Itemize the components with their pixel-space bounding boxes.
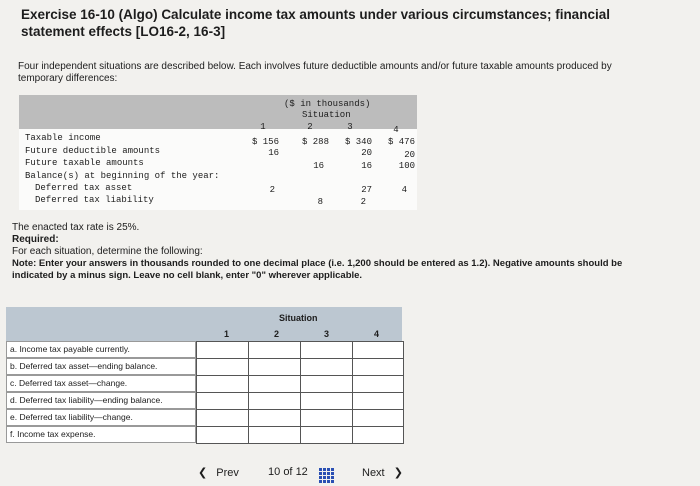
val-ft-2: 16 bbox=[313, 161, 324, 171]
tax-rate-text: The enacted tax rate is 25%. bbox=[12, 222, 140, 233]
page-current: 10 bbox=[268, 466, 281, 478]
page-of: of bbox=[283, 466, 293, 478]
answer-table-header bbox=[6, 307, 402, 341]
answer-col-2: 2 bbox=[274, 329, 280, 339]
answer-input-r5-c1[interactable] bbox=[196, 409, 249, 427]
answer-row-a: a. Income tax payable currently. bbox=[6, 341, 196, 358]
answer-header-situation: Situation bbox=[279, 313, 318, 323]
answer-input-r2-c2[interactable] bbox=[248, 358, 301, 376]
note-text: Note: Enter your answers in thousands rounded to one decimal place (i.e. 1,200 should be entered as 1.2). Negative amounts should be indicated by a minus sign. Leave no cell blank, enter "0" wherever applicable. bbox=[12, 258, 623, 281]
given-col-1: 1 bbox=[260, 122, 266, 132]
chevron-right-icon: ❯ bbox=[393, 467, 403, 479]
row-label-taxable-income: Taxable income bbox=[25, 133, 101, 143]
val-ft-3: 16 bbox=[361, 161, 372, 171]
given-data-table bbox=[19, 95, 417, 210]
answer-input-r1-c2[interactable] bbox=[248, 341, 301, 359]
answer-input-r2-c4[interactable] bbox=[352, 358, 404, 376]
answer-row-d: d. Deferred tax liability—ending balance. bbox=[6, 392, 196, 409]
intro-text: Four independent situations are described below. Each involves future deductible amounts and/or future taxable amounts produced by temporary differences: bbox=[18, 61, 612, 84]
val-fd-4: 20 bbox=[404, 150, 415, 160]
answer-input-r3-c3[interactable] bbox=[300, 375, 353, 393]
answer-input-r4-c1[interactable] bbox=[196, 392, 249, 410]
val-dta-4: 4 bbox=[401, 185, 407, 195]
answer-input-r1-c1[interactable] bbox=[196, 341, 249, 359]
answer-input-r4-c4[interactable] bbox=[352, 392, 404, 410]
row-label-dta: Deferred tax asset bbox=[35, 183, 133, 193]
page-total: 12 bbox=[295, 466, 308, 478]
val-dta-3: 27 bbox=[361, 185, 372, 195]
val-ti-3: $ 340 bbox=[344, 137, 372, 147]
required-heading: Required: bbox=[12, 234, 59, 245]
row-label-balances: Balance(s) at beginning of the year: bbox=[25, 171, 220, 181]
answer-input-r1-c3[interactable] bbox=[300, 341, 353, 359]
answer-input-r6-c1[interactable] bbox=[196, 426, 249, 444]
val-fd-1: 16 bbox=[268, 148, 279, 158]
val-ft-4: 100 bbox=[398, 161, 415, 171]
chevron-left-icon: ❮ bbox=[198, 467, 208, 479]
answer-row-f: f. Income tax expense. bbox=[6, 426, 196, 443]
next-label: Next bbox=[362, 467, 385, 479]
answer-row-e: e. Deferred tax liability—change. bbox=[6, 409, 196, 426]
answer-input-r4-c3[interactable] bbox=[300, 392, 353, 410]
prev-button[interactable] bbox=[198, 466, 239, 479]
answer-row-c: c. Deferred tax asset—change. bbox=[6, 375, 196, 392]
answer-input-r6-c4[interactable] bbox=[352, 426, 404, 444]
next-button[interactable] bbox=[362, 466, 403, 479]
given-col-4: 4 bbox=[393, 125, 399, 135]
answer-input-r3-c2[interactable] bbox=[248, 375, 301, 393]
page-indicator bbox=[268, 466, 308, 478]
answer-input-r6-c2[interactable] bbox=[248, 426, 301, 444]
answer-input-r3-c4[interactable] bbox=[352, 375, 404, 393]
answer-input-r5-c4[interactable] bbox=[352, 409, 404, 427]
val-ti-2: $ 288 bbox=[301, 137, 329, 147]
instruction-text: For each situation, determine the following: bbox=[12, 246, 203, 257]
answer-input-r1-c4[interactable] bbox=[352, 341, 404, 359]
answer-col-3: 3 bbox=[324, 329, 330, 339]
row-label-future-deductible: Future deductible amounts bbox=[25, 146, 161, 156]
val-dtl-2: 8 bbox=[317, 197, 323, 207]
row-label-future-taxable: Future taxable amounts bbox=[25, 158, 144, 168]
answer-input-r5-c3[interactable] bbox=[300, 409, 353, 427]
answer-input-r4-c2[interactable] bbox=[248, 392, 301, 410]
row-label-dtl: Deferred tax liability bbox=[35, 195, 154, 205]
answer-input-r5-c2[interactable] bbox=[248, 409, 301, 427]
val-dta-1: 2 bbox=[269, 185, 275, 195]
page-title: Exercise 16-10 (Algo) Calculate income tax amounts under various circumstances; financial statement effects [LO16-2, 16-3] bbox=[21, 7, 610, 39]
answer-input-r3-c1[interactable] bbox=[196, 375, 249, 393]
val-dtl-3: 2 bbox=[360, 197, 366, 207]
prev-label: Prev bbox=[216, 467, 239, 479]
answer-input-r2-c3[interactable] bbox=[300, 358, 353, 376]
given-header-units: ($ in thousands) bbox=[284, 99, 371, 109]
answer-row-b: b. Deferred tax asset—ending balance. bbox=[6, 358, 196, 375]
answer-col-1: 1 bbox=[224, 329, 230, 339]
grid-menu-icon[interactable] bbox=[319, 468, 333, 482]
given-col-2: 2 bbox=[307, 122, 313, 132]
val-fd-3: 20 bbox=[361, 148, 372, 158]
val-ti-4: $ 476 bbox=[387, 137, 415, 147]
val-ti-1: $ 156 bbox=[251, 137, 279, 147]
given-col-3: 3 bbox=[347, 122, 353, 132]
answer-col-4: 4 bbox=[374, 329, 380, 339]
answer-input-r2-c1[interactable] bbox=[196, 358, 249, 376]
answer-input-r6-c3[interactable] bbox=[300, 426, 353, 444]
given-header-situation: Situation bbox=[302, 110, 351, 120]
